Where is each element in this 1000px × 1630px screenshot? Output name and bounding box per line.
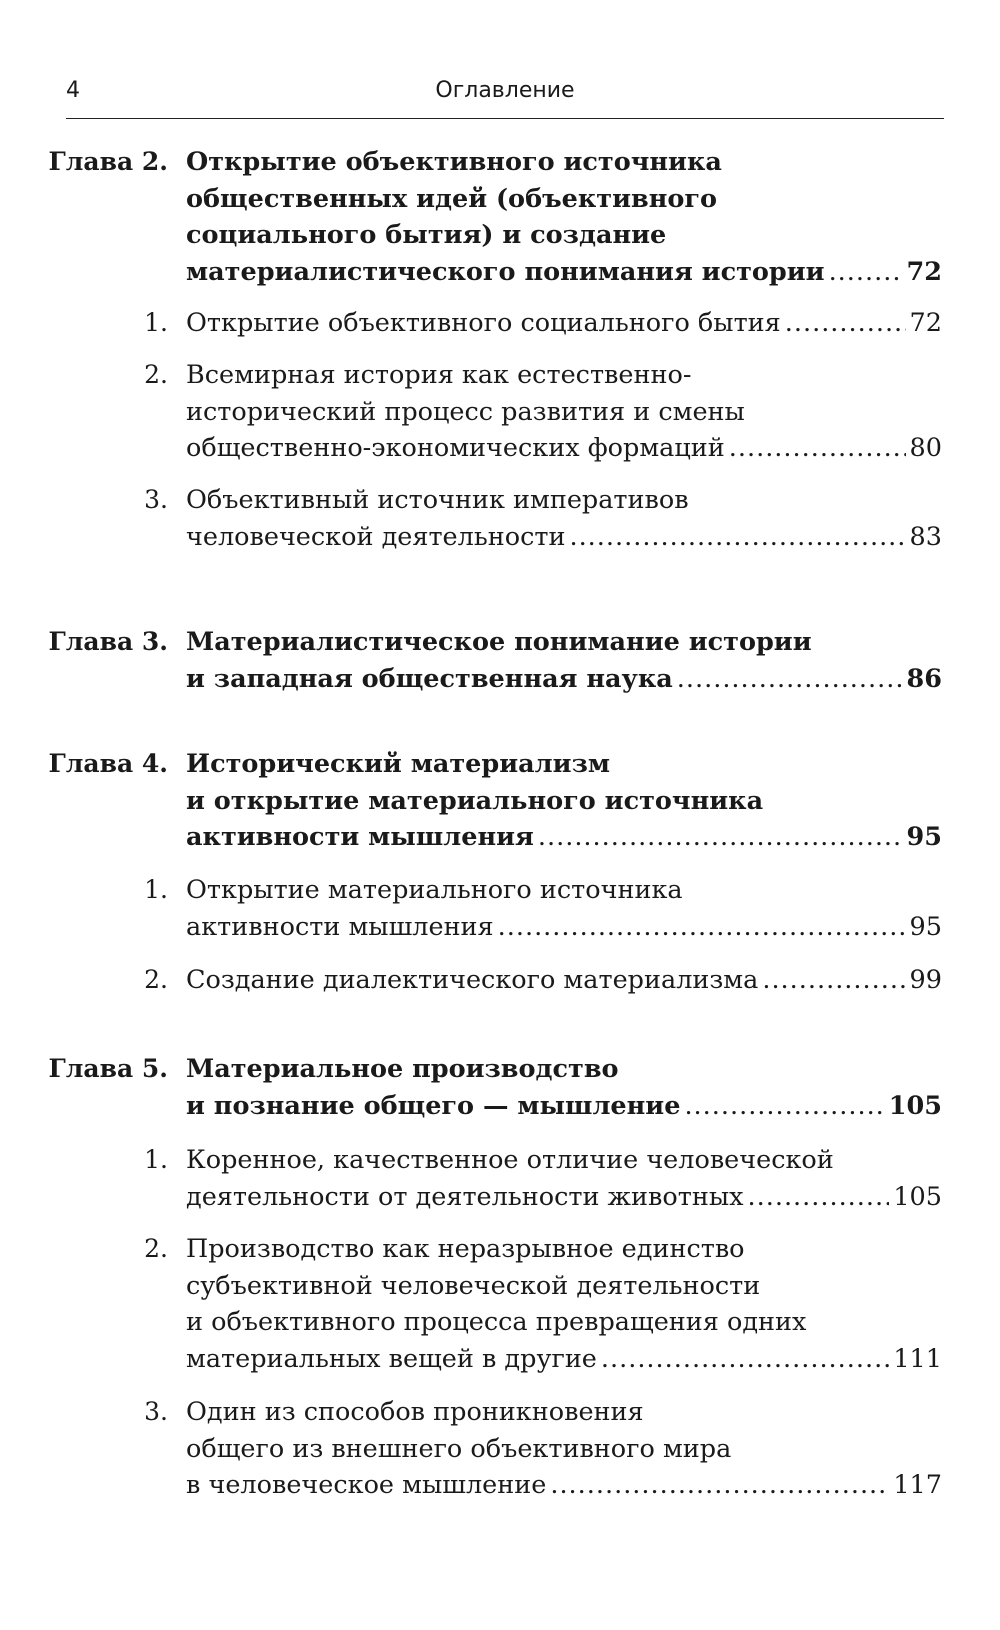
toc-entry-title-end: деятельности от деятельности животных [186,1181,744,1212]
toc-entry-body [186,357,942,467]
toc-entry-label: 3. [144,485,168,514]
toc-entry-last-line [186,1088,942,1125]
dot-leader [498,909,906,946]
toc-entry-label: Глава 2. [48,147,168,176]
toc-page-number: 86 [906,663,942,694]
toc-entry-body [186,872,942,945]
toc-page-number: 95 [906,822,942,852]
toc-entry-line: Коренное, качественное отличие человеческой [186,1145,834,1175]
toc-entry-line: общественных идей (объективного [186,183,718,214]
running-header [66,78,944,118]
toc-entry-line: социального бытия) и создание [186,220,667,250]
toc-entry-body [186,1051,942,1124]
toc-entry-line: Производство как неразрывное единство [186,1234,745,1264]
dot-leader [677,661,903,698]
dot-leader [829,254,903,291]
toc-page-number: 83 [909,521,942,552]
toc-entry-title-end: Создание диалектического материализма [186,965,759,995]
toc-entry-body [186,305,942,342]
toc-entry-line: Один из способов проникновения [186,1397,644,1427]
dot-leader [729,430,906,467]
header-rule [66,118,944,119]
toc-page-number: 105 [888,1090,942,1121]
toc-entry-last-line [186,1341,942,1378]
toc-entry-title-end: в человеческое мышление [186,1470,547,1500]
toc-entry-line: Открытие объективного источника [186,147,722,177]
page-number: 4 [66,78,80,103]
toc-entry-body [186,482,942,555]
toc-page-number: 95 [909,911,942,942]
toc-entry-label: Глава 4. [48,749,168,778]
toc-entry-title-end: человеческой деятельности [186,521,566,552]
toc-entry-last-line [186,962,942,999]
toc-entry-body [186,1394,942,1504]
toc-entry-label: 1. [144,1145,168,1174]
dot-leader [748,1179,890,1216]
toc-page-number: 72 [906,256,942,287]
toc-entry-label: 3. [144,1397,168,1426]
toc-entry-label: Глава 5. [48,1054,168,1083]
toc-entry-title-end: и западная общественная наука [186,663,673,694]
toc-entry-title-end: общественно-экономических формаций [186,433,725,463]
toc-page-number: 111 [893,1343,942,1374]
toc-entry-label: 1. [144,308,168,337]
toc-entry-body [186,144,942,290]
toc-entry-line: и открытие материального источника [186,785,764,816]
toc-entry-body [186,746,942,856]
dot-leader [538,819,903,856]
toc-entry-label: Глава 3. [48,627,168,656]
toc-entry-title-end: материальных вещей в другие [186,1343,597,1374]
running-title: Оглавление [435,78,575,103]
toc-entry-line: субъективной человеческой деятельности [186,1270,761,1301]
dot-leader [601,1341,889,1378]
toc-entry-line: Исторический материализм [186,749,610,779]
toc-entry-last-line [186,1467,942,1504]
toc-page-number: 80 [909,433,942,463]
toc-entry-body [186,1231,942,1377]
dot-leader [785,305,906,342]
dot-leader [684,1088,884,1125]
toc-entry-line: Открытие материального источника [186,875,683,905]
toc-entry-last-line [186,430,942,467]
dot-leader [569,519,905,556]
toc-entry-title-end: активности мышления [186,822,534,852]
dot-leader [762,962,905,999]
toc-entry-label: 1. [144,875,168,904]
toc-entry-line: Объективный источник императивов [186,485,689,515]
toc-page-number: 99 [909,965,942,995]
toc-entry-title-end: активности мышления [186,911,494,942]
toc-entry-line: Материальное производство [186,1054,619,1084]
toc-entry-title-end: и познание общего — мышление [186,1090,681,1121]
toc-entry-last-line [186,819,942,856]
toc-entry-last-line [186,254,942,291]
toc-entry-label: 2. [144,965,168,994]
toc-entry-line: общего из внешнего объективного мира [186,1433,732,1464]
toc-entry-title-end: Открытие объективного социального бытия [186,308,781,338]
toc-entry-last-line [186,909,942,946]
toc-page-number: 117 [893,1470,942,1500]
toc-entry-line: и объективного процесса превращения одних [186,1307,807,1337]
toc-entry-body [186,624,942,697]
toc-entry-last-line [186,305,942,342]
toc-entry-title-end: материалистического понимания истории [186,256,825,287]
toc-entry-label: 2. [144,360,168,389]
toc-entry-body [186,962,942,999]
toc-entry-body [186,1142,942,1215]
toc-entry-line: Всемирная история как естественно- [186,360,692,390]
toc-page-number: 72 [909,308,942,338]
toc-entry-last-line [186,661,942,698]
dot-leader [550,1467,889,1504]
toc-entry-line: исторический процесс развития и смены [186,396,745,427]
toc-page-number: 105 [893,1181,942,1212]
toc-entry-line: Материалистическое понимание истории [186,627,812,657]
toc-entry-last-line [186,519,942,556]
toc-entry-last-line [186,1179,942,1216]
toc-entry-label: 2. [144,1234,168,1263]
